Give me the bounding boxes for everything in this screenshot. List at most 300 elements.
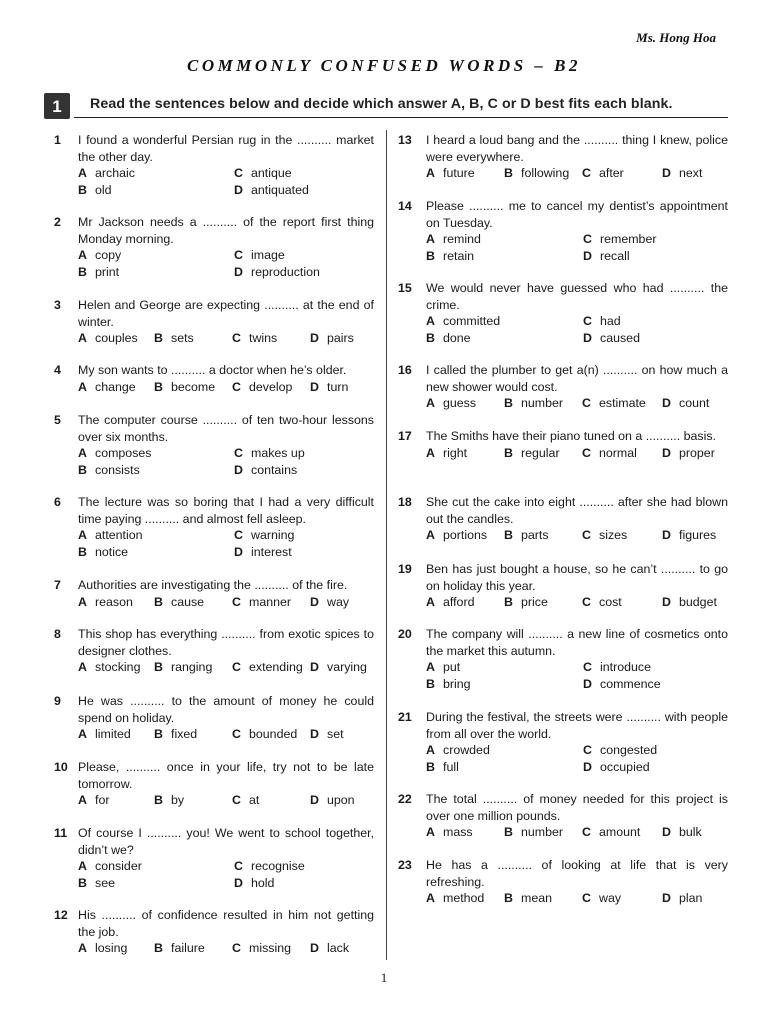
option-text: retain [443, 248, 474, 263]
option-c [232, 330, 310, 347]
option-text: notice [95, 544, 129, 559]
option-letter: D [234, 462, 243, 477]
option-text: price [521, 595, 548, 609]
option-text: ranging [171, 660, 213, 674]
option-text: occupied [600, 759, 650, 774]
question-9 [54, 693, 374, 743]
option-a [426, 231, 583, 248]
option-b [154, 726, 232, 743]
option-text: had [600, 314, 621, 328]
option-letter: C [232, 793, 241, 807]
instruction-rule [74, 117, 728, 118]
option-b [154, 379, 232, 396]
option-text: consider [95, 859, 142, 873]
option-b [504, 824, 582, 841]
option-text: mean [521, 891, 552, 905]
option-text: see [95, 875, 115, 890]
page-number: 1 [380, 970, 388, 985]
option-c [234, 165, 384, 182]
option-letter: A [78, 941, 87, 955]
option-letter: A [426, 891, 435, 905]
option-b [504, 165, 582, 182]
answer-options [78, 594, 374, 611]
option-text: old [95, 182, 112, 197]
option-text: cause [171, 594, 205, 609]
option-d [310, 726, 390, 743]
option-letter: A [78, 727, 87, 741]
column-divider [386, 130, 387, 960]
option-letter: B [78, 462, 87, 477]
option-letter: C [234, 166, 243, 180]
instruction-text: Read the sentences below and decide which answer A, B, C or D best fits each blank. [90, 96, 673, 112]
question-number: 4 [54, 363, 61, 377]
question-stem: The company will .......... a new line of cosmetics onto the market this autumn. [426, 627, 728, 658]
option-a [78, 379, 154, 396]
option-letter: A [78, 248, 87, 262]
option-text: image [251, 248, 285, 262]
question-stem: Please .......... me to cancel my dentist’s appointment on Tuesday. [426, 199, 728, 230]
option-text: recognise [251, 859, 305, 873]
option-c [234, 445, 384, 462]
option-c [582, 824, 662, 841]
question-stem: My son wants to .......... a doctor when he’s older. [78, 363, 347, 377]
question-4 [54, 362, 374, 395]
option-letter: B [78, 264, 87, 279]
option-letter: C [232, 660, 241, 674]
option-a [426, 313, 583, 330]
option-text: committed [443, 314, 501, 328]
option-letter: C [232, 594, 241, 609]
option-letter: D [583, 330, 592, 345]
option-d [662, 395, 742, 412]
option-text: regular [521, 445, 560, 460]
option-text: remind [443, 232, 481, 246]
question-stem: She cut the cake into eight .......... after she had blown out the candles. [426, 495, 728, 526]
option-letter: A [78, 446, 87, 460]
answer-options [426, 313, 728, 346]
option-letter: B [154, 727, 163, 741]
option-letter: B [154, 379, 163, 394]
question-number: 17 [398, 429, 412, 443]
option-text: remember [600, 232, 657, 246]
option-text: become [171, 379, 216, 394]
option-a [78, 330, 154, 347]
option-text: change [95, 379, 136, 394]
option-letter: A [426, 528, 435, 542]
option-d [662, 890, 742, 907]
option-letter: D [310, 594, 319, 609]
option-c [234, 247, 384, 264]
question-stem: We would never have guessed who had .......... the crime. [426, 281, 728, 312]
option-text: portions [443, 528, 488, 542]
option-text: caused [600, 330, 640, 345]
option-letter: B [78, 544, 87, 559]
option-text: figures [679, 528, 717, 542]
option-text: set [327, 727, 344, 741]
option-text: antiquated [251, 182, 309, 197]
option-b [154, 940, 232, 957]
answer-options [426, 890, 728, 907]
option-text: put [443, 660, 461, 674]
option-text: consists [95, 462, 140, 477]
answer-options [78, 379, 374, 396]
option-text: full [443, 759, 459, 774]
question-stem: The lecture was so boring that I had a very difficult time paying .......... and almost fell asleep. [78, 495, 374, 526]
question-stem: Authorities are investigating the .......... of the fire. [78, 578, 348, 592]
question-number: 23 [398, 858, 412, 872]
option-text: bulk [679, 825, 702, 839]
option-d [310, 379, 390, 396]
option-c [232, 940, 310, 957]
option-text: pairs [327, 331, 354, 345]
option-a [78, 659, 154, 676]
option-letter: A [78, 166, 87, 180]
option-letter: C [582, 595, 591, 609]
option-text: failure [171, 941, 205, 955]
option-text: plan [679, 891, 703, 905]
option-letter: B [504, 528, 513, 542]
option-text: develop [249, 379, 293, 394]
question-number: 7 [54, 578, 61, 592]
option-letter: C [582, 891, 591, 905]
option-text: turn [327, 379, 349, 394]
answer-options [426, 395, 728, 412]
option-b [154, 659, 232, 676]
option-text: number [521, 825, 564, 839]
option-a [426, 824, 504, 841]
option-text: copy [95, 248, 122, 262]
answer-options [78, 247, 374, 280]
option-text: extending [249, 660, 303, 674]
option-text: bring [443, 676, 471, 691]
question-stem: Ben has just bought a house, so he can’t .......... to go on holiday this year. [426, 562, 728, 593]
question-21 [398, 709, 728, 775]
option-letter: C [232, 331, 241, 345]
answer-options [78, 659, 374, 676]
answer-options [426, 742, 728, 775]
option-letter: B [154, 594, 163, 609]
option-b [504, 890, 582, 907]
option-letter: B [504, 595, 513, 609]
option-c [583, 231, 733, 248]
option-d [583, 676, 733, 693]
question-number: 11 [54, 826, 68, 840]
option-text: next [679, 166, 703, 180]
option-letter: C [583, 660, 592, 674]
option-text: after [599, 166, 624, 180]
option-d [234, 544, 384, 561]
option-c [582, 594, 662, 611]
option-text: following [521, 166, 570, 180]
option-c [232, 379, 310, 396]
option-text: bounded [249, 727, 298, 741]
question-stem: I found a wonderful Persian rug in the .......... market the other day. [78, 133, 374, 164]
answer-options [78, 940, 374, 957]
question-stem: This shop has everything .......... from exotic spices to designer clothes. [78, 627, 374, 658]
option-letter: A [78, 594, 87, 609]
option-letter: C [582, 445, 591, 460]
option-letter: A [426, 314, 435, 328]
option-b [504, 445, 582, 462]
option-letter: A [426, 660, 435, 674]
question-stem: I heard a loud bang and the .......... thing I knew, police were everywhere. [426, 133, 728, 164]
option-letter: A [78, 331, 87, 345]
option-text: cost [599, 595, 622, 609]
option-d [583, 759, 733, 776]
answer-options [426, 824, 728, 841]
question-number: 20 [398, 627, 412, 641]
option-text: for [95, 793, 110, 807]
option-letter: D [583, 759, 592, 774]
option-letter: C [234, 859, 243, 873]
question-10 [54, 759, 374, 809]
option-letter: D [662, 595, 671, 609]
question-stem: Mr Jackson needs a .......... of the report first thing Monday morning. [78, 215, 374, 246]
option-letter: D [234, 264, 243, 279]
option-letter: C [234, 528, 243, 542]
question-number: 22 [398, 792, 412, 806]
option-letter: C [582, 825, 591, 839]
option-letter: D [583, 676, 592, 691]
question-6 [54, 494, 374, 560]
question-number: 16 [398, 363, 412, 377]
option-c [234, 527, 384, 544]
option-text: done [443, 330, 471, 345]
option-d [310, 330, 390, 347]
option-text: losing [95, 941, 128, 955]
option-b [154, 594, 232, 611]
option-c [582, 395, 662, 412]
option-letter: D [662, 396, 671, 410]
question-number: 12 [54, 908, 68, 922]
option-d [662, 824, 742, 841]
option-letter: C [582, 166, 591, 180]
option-a [78, 726, 154, 743]
option-a [78, 858, 234, 875]
option-text: congested [600, 743, 658, 757]
option-letter: A [426, 166, 435, 180]
question-number: 9 [54, 694, 61, 708]
option-d [234, 264, 384, 281]
option-text: introduce [600, 660, 651, 674]
option-letter: C [232, 379, 241, 394]
question-19 [398, 561, 728, 611]
option-text: estimate [599, 396, 646, 410]
option-b [504, 527, 582, 544]
option-text: amount [599, 825, 641, 839]
answer-options [78, 330, 374, 347]
answer-options [426, 165, 728, 182]
option-text: recall [600, 248, 630, 263]
option-b [426, 330, 583, 347]
option-letter: A [426, 396, 435, 410]
question-11 [54, 825, 374, 891]
question-stem: Please, .......... once in your life, try not to be late tomorrow. [78, 760, 374, 791]
option-c [232, 659, 310, 676]
question-stem: I called the plumber to get a(n) .......... on how much a new shower would cost. [426, 363, 728, 394]
option-text: varying [327, 660, 367, 674]
question-12 [54, 907, 374, 957]
option-text: hold [251, 875, 275, 890]
option-d [234, 462, 384, 479]
option-b [78, 264, 234, 281]
option-letter: B [426, 759, 435, 774]
option-letter: B [154, 331, 163, 345]
option-letter: C [232, 727, 241, 741]
option-b [154, 330, 232, 347]
question-1 [54, 132, 374, 198]
option-text: limited [95, 727, 131, 741]
question-number: 21 [398, 710, 412, 724]
question-7 [54, 577, 374, 610]
option-text: lack [327, 941, 350, 955]
option-letter: C [232, 941, 241, 955]
option-text: at [249, 793, 260, 807]
option-b [504, 395, 582, 412]
question-number: 10 [54, 760, 68, 774]
option-text: normal [599, 445, 637, 460]
option-c [232, 726, 310, 743]
option-a [78, 594, 154, 611]
option-text: warning [251, 528, 295, 542]
option-letter: C [582, 528, 591, 542]
option-letter: A [426, 445, 435, 460]
option-letter: D [310, 793, 319, 807]
option-letter: A [78, 528, 87, 542]
option-text: archaic [95, 166, 135, 180]
option-d [234, 182, 384, 199]
question-13 [398, 132, 728, 182]
option-letter: B [504, 825, 513, 839]
question-8 [54, 626, 374, 676]
option-letter: B [154, 660, 163, 674]
option-a [78, 247, 234, 264]
option-letter: D [234, 182, 243, 197]
option-d [662, 445, 742, 462]
option-b [78, 462, 234, 479]
option-letter: B [426, 676, 435, 691]
option-d [662, 594, 742, 611]
option-a [426, 659, 583, 676]
option-b [426, 676, 583, 693]
question-stem: During the festival, the streets were .......... with people from all over the world. [426, 710, 728, 741]
option-letter: D [662, 891, 671, 905]
option-letter: D [662, 166, 671, 180]
option-letter: A [426, 825, 435, 839]
option-c [582, 890, 662, 907]
option-text: count [679, 396, 710, 410]
option-letter: D [662, 825, 671, 839]
answer-options [426, 594, 728, 611]
option-text: method [443, 891, 485, 905]
answer-options [426, 527, 728, 544]
option-letter: B [504, 891, 513, 905]
option-c [582, 165, 662, 182]
option-text: interest [251, 544, 292, 559]
option-text: guess [443, 396, 477, 410]
question-18 [398, 494, 728, 544]
question-stem: The computer course .......... of ten two-hour lessons over six months. [78, 413, 374, 444]
option-text: twins [249, 331, 278, 345]
option-a [78, 940, 154, 957]
option-c [582, 527, 662, 544]
option-letter: D [310, 331, 319, 345]
question-number: 6 [54, 495, 61, 509]
question-2 [54, 214, 374, 280]
option-a [426, 165, 504, 182]
option-b [154, 792, 232, 809]
question-number: 2 [54, 215, 61, 229]
option-letter: D [662, 445, 671, 460]
option-a [78, 792, 154, 809]
option-text: sizes [599, 528, 628, 542]
question-number: 13 [398, 133, 412, 147]
answer-options [426, 659, 728, 692]
option-text: antique [251, 166, 292, 180]
option-letter: A [78, 859, 87, 873]
option-letter: D [310, 660, 319, 674]
question-stem: He was .......... to the amount of money he could spend on holiday. [78, 694, 374, 725]
option-letter: B [426, 330, 435, 345]
option-c [582, 445, 662, 462]
question-15 [398, 280, 728, 346]
option-a [426, 527, 504, 544]
option-text: stocking [95, 660, 141, 674]
option-c [583, 742, 733, 759]
option-letter: C [583, 232, 592, 246]
question-17 [398, 428, 728, 461]
question-number: 15 [398, 281, 412, 295]
option-c [232, 792, 310, 809]
question-stem: The Smiths have their piano tuned on a .......... basis. [426, 429, 716, 443]
option-letter: C [583, 314, 592, 328]
option-d [583, 330, 733, 347]
option-c [234, 858, 384, 875]
option-letter: B [426, 248, 435, 263]
exercise-number-badge: 1 [44, 93, 70, 119]
option-letter: D [310, 941, 319, 955]
question-stem: The total .......... of money needed for this project is over one million pounds. [426, 792, 728, 823]
question-number: 5 [54, 413, 61, 427]
answer-options [426, 231, 728, 264]
worksheet-title: COMMONLY CONFUSED WORDS – B2 [187, 56, 581, 75]
option-text: fixed [171, 727, 198, 741]
option-d [310, 940, 390, 957]
answer-options [426, 445, 728, 462]
option-letter: B [78, 182, 87, 197]
option-d [583, 248, 733, 265]
option-letter: D [662, 528, 671, 542]
question-20 [398, 626, 728, 692]
option-text: number [521, 396, 564, 410]
option-text: right [443, 445, 468, 460]
option-letter: A [426, 743, 435, 757]
option-letter: D [234, 544, 243, 559]
option-text: couples [95, 331, 138, 345]
question-14 [398, 198, 728, 264]
question-stem: Helen and George are expecting .......... at the end of winter. [78, 298, 374, 329]
option-letter: D [310, 379, 319, 394]
option-c [583, 313, 733, 330]
option-letter: B [504, 396, 513, 410]
option-text: afford [443, 595, 475, 609]
option-text: print [95, 264, 120, 279]
answer-options [78, 527, 374, 560]
question-stem: His .......... of confidence resulted in him not getting the job. [78, 908, 374, 939]
option-b [426, 759, 583, 776]
option-a [426, 594, 504, 611]
author-name: Ms. Hong Hoa [636, 30, 716, 45]
